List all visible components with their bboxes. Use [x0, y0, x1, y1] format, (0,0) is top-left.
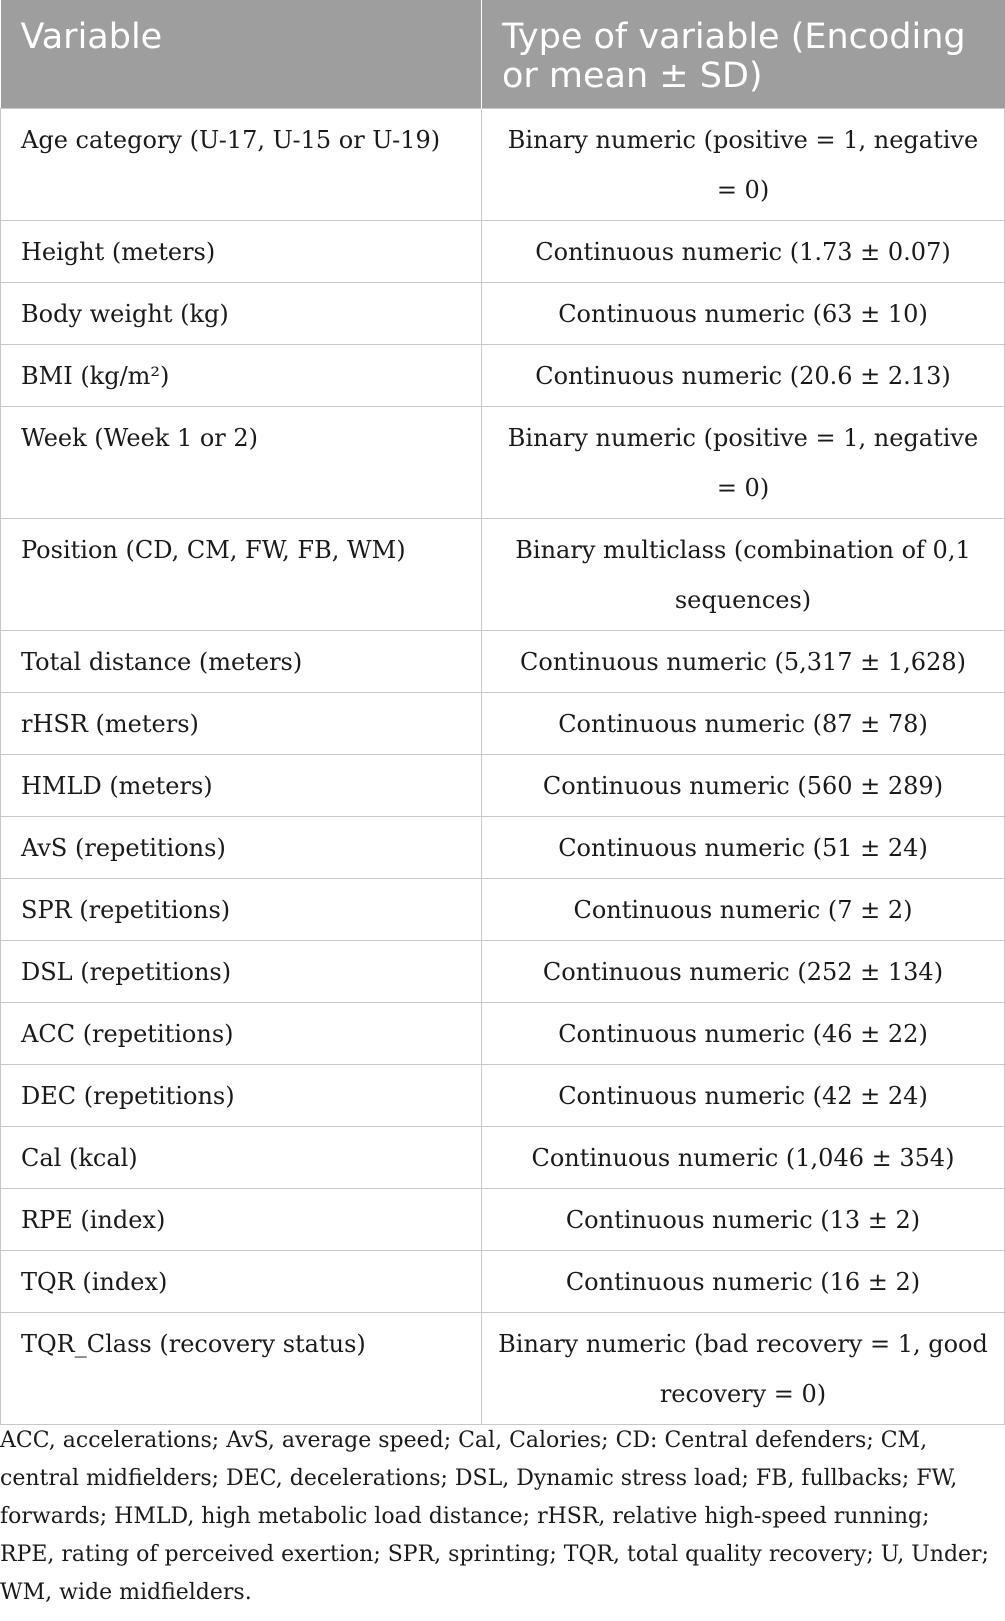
- type-cell: Continuous numeric (46 ± 22): [482, 1003, 1005, 1065]
- type-cell: Continuous numeric (1,046 ± 354): [482, 1127, 1005, 1189]
- variable-cell: Total distance (meters): [1, 631, 482, 693]
- type-cell: Binary numeric (positive = 1, negative = 0): [482, 109, 1005, 221]
- variable-cell: Age category (U-17, U-15 or U-19): [1, 109, 482, 221]
- table-row: [1, 879, 1005, 941]
- table-row: [1, 1251, 1005, 1313]
- table-footnote: ACC, accelerations; AvS, average speed; Cal, Calories; CD: Central defenders; CM, central midfielders; DEC, decelerations; DSL, Dynamic stress load; FB, fullbacks; FW, forwards; HMLD, high metabolic load distance; rHSR, relative high-speed running; RPE, rating of perceived exertion; SPR, sprinting; TQR, total quality recovery; U, Under; WM, wide midfielders.: [0, 1428, 989, 1605]
- table-row: [1, 1313, 1005, 1425]
- variable-cell: Height (meters): [1, 221, 482, 283]
- table-row: [1, 1189, 1005, 1251]
- table-row: [1, 1127, 1005, 1189]
- type-cell: Continuous numeric (13 ± 2): [482, 1189, 1005, 1251]
- type-cell: Continuous numeric (7 ± 2): [482, 879, 1005, 941]
- type-cell: Continuous numeric (63 ± 10): [482, 283, 1005, 345]
- variable-cell: BMI (kg/m²): [1, 345, 482, 407]
- table-row: [1, 407, 1005, 519]
- variable-cell: rHSR (meters): [1, 693, 482, 755]
- variable-cell: Body weight (kg): [1, 283, 482, 345]
- variable-cell: AvS (repetitions): [1, 817, 482, 879]
- type-cell: Continuous numeric (16 ± 2): [482, 1251, 1005, 1313]
- table-row: [1, 345, 1005, 407]
- type-cell: Binary numeric (positive = 1, negative = 0): [482, 407, 1005, 519]
- table-row: [1, 693, 1005, 755]
- type-cell: Continuous numeric (252 ± 134): [482, 941, 1005, 1003]
- table-row: [1, 283, 1005, 345]
- type-cell: Continuous numeric (560 ± 289): [482, 755, 1005, 817]
- table-body: [1, 109, 1005, 1425]
- variable-cell: Week (Week 1 or 2): [1, 407, 482, 519]
- type-cell: Continuous numeric (42 ± 24): [482, 1065, 1005, 1127]
- header-variable: Variable: [1, 0, 482, 109]
- variable-cell: Position (CD, CM, FW, FB, WM): [1, 519, 482, 631]
- type-cell: Continuous numeric (51 ± 24): [482, 817, 1005, 879]
- variable-cell: TQR (index): [1, 1251, 482, 1313]
- variable-cell: SPR (repetitions): [1, 879, 482, 941]
- type-cell: Continuous numeric (87 ± 78): [482, 693, 1005, 755]
- table-header-row: [1, 0, 1005, 109]
- header-type-of-variable: Type of variable (Encoding or mean ± SD): [482, 0, 1005, 109]
- table-row: [1, 1065, 1005, 1127]
- variable-cell: DEC (repetitions): [1, 1065, 482, 1127]
- table-row: [1, 221, 1005, 283]
- table-row: [1, 109, 1005, 221]
- variable-cell: TQR_Class (recovery status): [1, 1313, 482, 1425]
- variable-cell: Cal (kcal): [1, 1127, 482, 1189]
- variable-cell: DSL (repetitions): [1, 941, 482, 1003]
- type-cell: Continuous numeric (20.6 ± 2.13): [482, 345, 1005, 407]
- table-row: [1, 1003, 1005, 1065]
- table-row: [1, 941, 1005, 1003]
- type-cell: Binary numeric (bad recovery = 1, good recovery = 0): [482, 1313, 1005, 1425]
- variable-cell: RPE (index): [1, 1189, 482, 1251]
- type-cell: Continuous numeric (5,317 ± 1,628): [482, 631, 1005, 693]
- table-row: [1, 631, 1005, 693]
- variable-cell: ACC (repetitions): [1, 1003, 482, 1065]
- variable-cell: HMLD (meters): [1, 755, 482, 817]
- type-cell: Binary multiclass (combination of 0,1 sequences): [482, 519, 1005, 631]
- table-row: [1, 519, 1005, 631]
- type-cell: Continuous numeric (1.73 ± 0.07): [482, 221, 1005, 283]
- table-row: [1, 755, 1005, 817]
- table-row: [1, 817, 1005, 879]
